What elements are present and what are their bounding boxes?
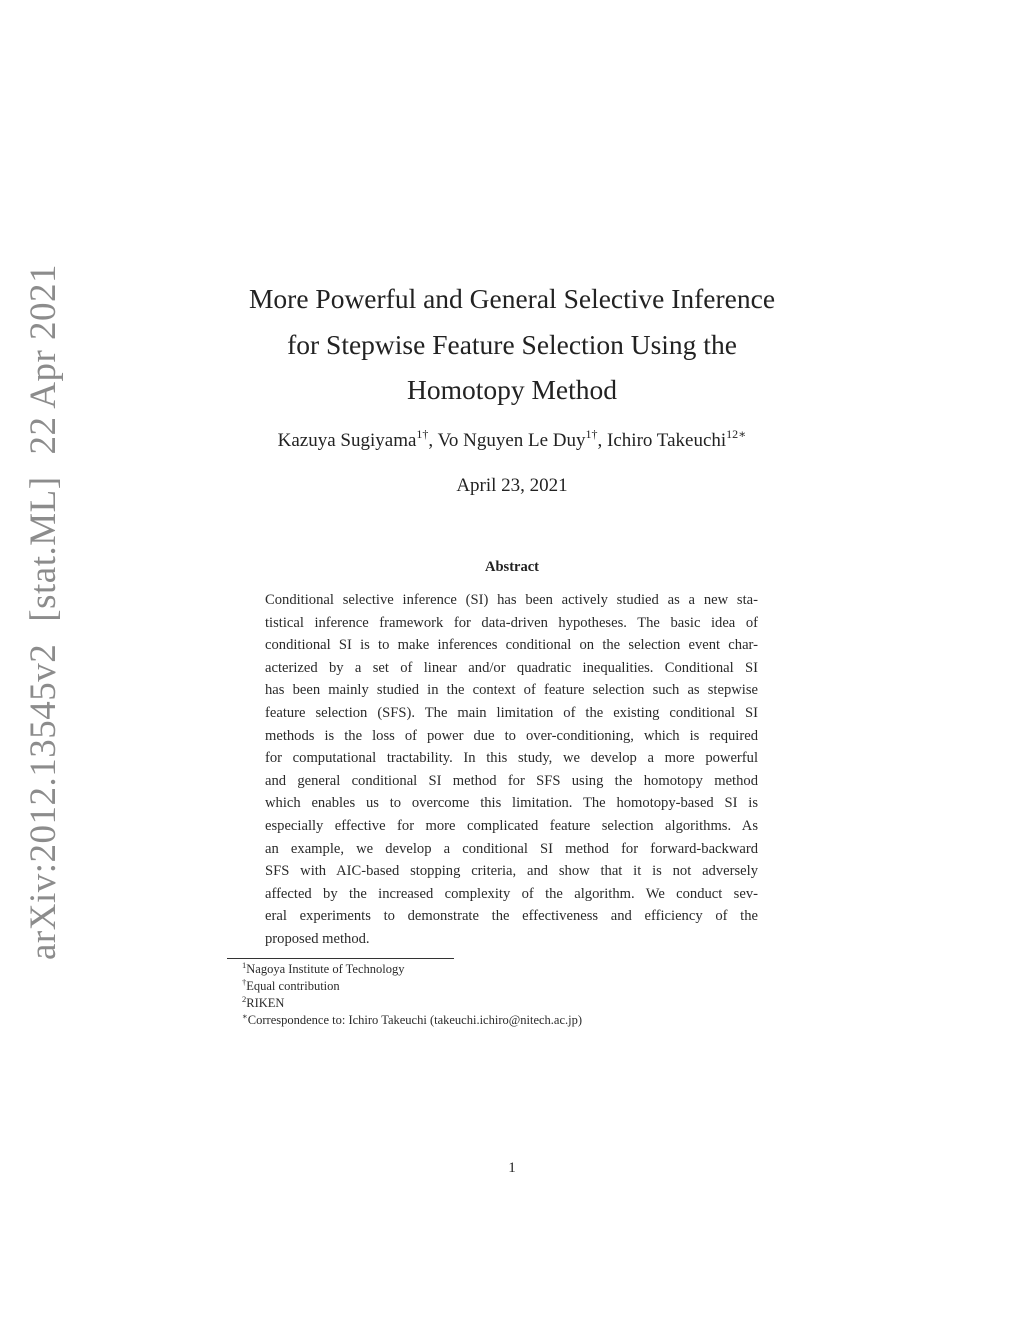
- abstract-line: for computational tractability. In this study, we develop a more powerful: [265, 750, 758, 767]
- title-line: Homotopy Method: [406, 374, 618, 405]
- abstract-line: tistical inference framework for data-driven hypotheses. The basic idea of: [265, 614, 758, 631]
- footnote: [242, 995, 582, 1012]
- footnote: [242, 1012, 582, 1029]
- footnote: [242, 961, 582, 978]
- title-line: for Stepwise Feature Selection Using the: [287, 328, 737, 360]
- title-line: More Powerful and General Selective Inference: [248, 283, 776, 314]
- abstract-line: affected by the increased complexity of the algorithm. We conduct sev-: [265, 885, 758, 902]
- abstract-line: SFS with AIC-based stopping criteria, and show that it is not adversely: [265, 863, 758, 880]
- abstract-line: an example, we develop a conditional SI method for forward-backward: [265, 840, 758, 857]
- author-list: Kazuya Sugiyama$^{1\dagger}$, Vo Nguyen Le Duy$^{1\dagger}$, Ichiro Takeuchi$^{12∗}$: [277, 427, 747, 451]
- paper-date: April 23, 2021: [456, 475, 568, 496]
- paper-title: [200, 276, 824, 413]
- page-number: 1: [508, 1160, 516, 1176]
- footnote-text: Nagoya Institute of Technology: [246, 962, 405, 976]
- footnote-text: Correspondence to: Ichiro Takeuchi (takeuchi.ichiro@nitech.ac.jp): [247, 1013, 583, 1027]
- arxiv-identifier-stamp: [22, 264, 65, 960]
- author-affiliation-mark: 1†: [416, 427, 429, 441]
- arxiv-category: [stat.ML]: [23, 476, 64, 622]
- author-name: Kazuya Sugiyama: [277, 430, 417, 451]
- abstract-line: eral experiments to demonstrate the effectiveness and efficiency of the: [265, 908, 758, 925]
- footnote-text: RIKEN: [246, 996, 285, 1010]
- arxiv-id: arXiv:2012.13545v2: [23, 643, 64, 960]
- abstract-heading: Abstract: [485, 559, 539, 575]
- abstract-line: conditional SI is to make inferences conditional on the selection event char-: [265, 637, 758, 654]
- footnote-mark: 2: [242, 994, 247, 1004]
- author-name: Ichiro Takeuchi: [607, 430, 727, 451]
- footnote-text: Equal contribution: [246, 979, 340, 993]
- abstract-line: which enables us to overcome this limitation. The homotopy-based SI is: [265, 795, 758, 812]
- footnote-mark: †: [242, 977, 247, 987]
- footnote-mark: 1: [242, 960, 247, 970]
- abstract-line: proposed method.: [265, 930, 370, 947]
- author-name: Vo Nguyen Le Duy: [437, 430, 586, 451]
- abstract-line: Conditional selective inference (SI) has been actively studied as a new sta-: [265, 592, 758, 608]
- footnote-divider: [227, 958, 454, 959]
- footnote-mark: ∗: [242, 1011, 248, 1021]
- footnote: [242, 978, 582, 995]
- abstract-body: [265, 589, 758, 951]
- footnotes: [242, 961, 582, 1029]
- abstract-line: methods is the loss of power due to over-conditioning, which is required: [265, 727, 758, 744]
- author-affiliation-mark: 12∗: [726, 427, 747, 441]
- abstract-line: and general conditional SI method for SFS using the homotopy method: [265, 772, 758, 789]
- author-affiliation-mark: 1†: [585, 427, 598, 441]
- abstract-line: acterized by a set of linear and/or quadratic inequalities. Conditional SI: [265, 659, 758, 676]
- arxiv-date: 22 Apr 2021: [23, 263, 64, 455]
- abstract-line: has been mainly studied in the context of feature selection such as stepwise: [265, 682, 758, 699]
- abstract-line: feature selection (SFS). The main limitation of the existing conditional SI: [265, 704, 758, 721]
- abstract-line: especially effective for more complicated feature selection algorithms. As: [265, 817, 758, 834]
